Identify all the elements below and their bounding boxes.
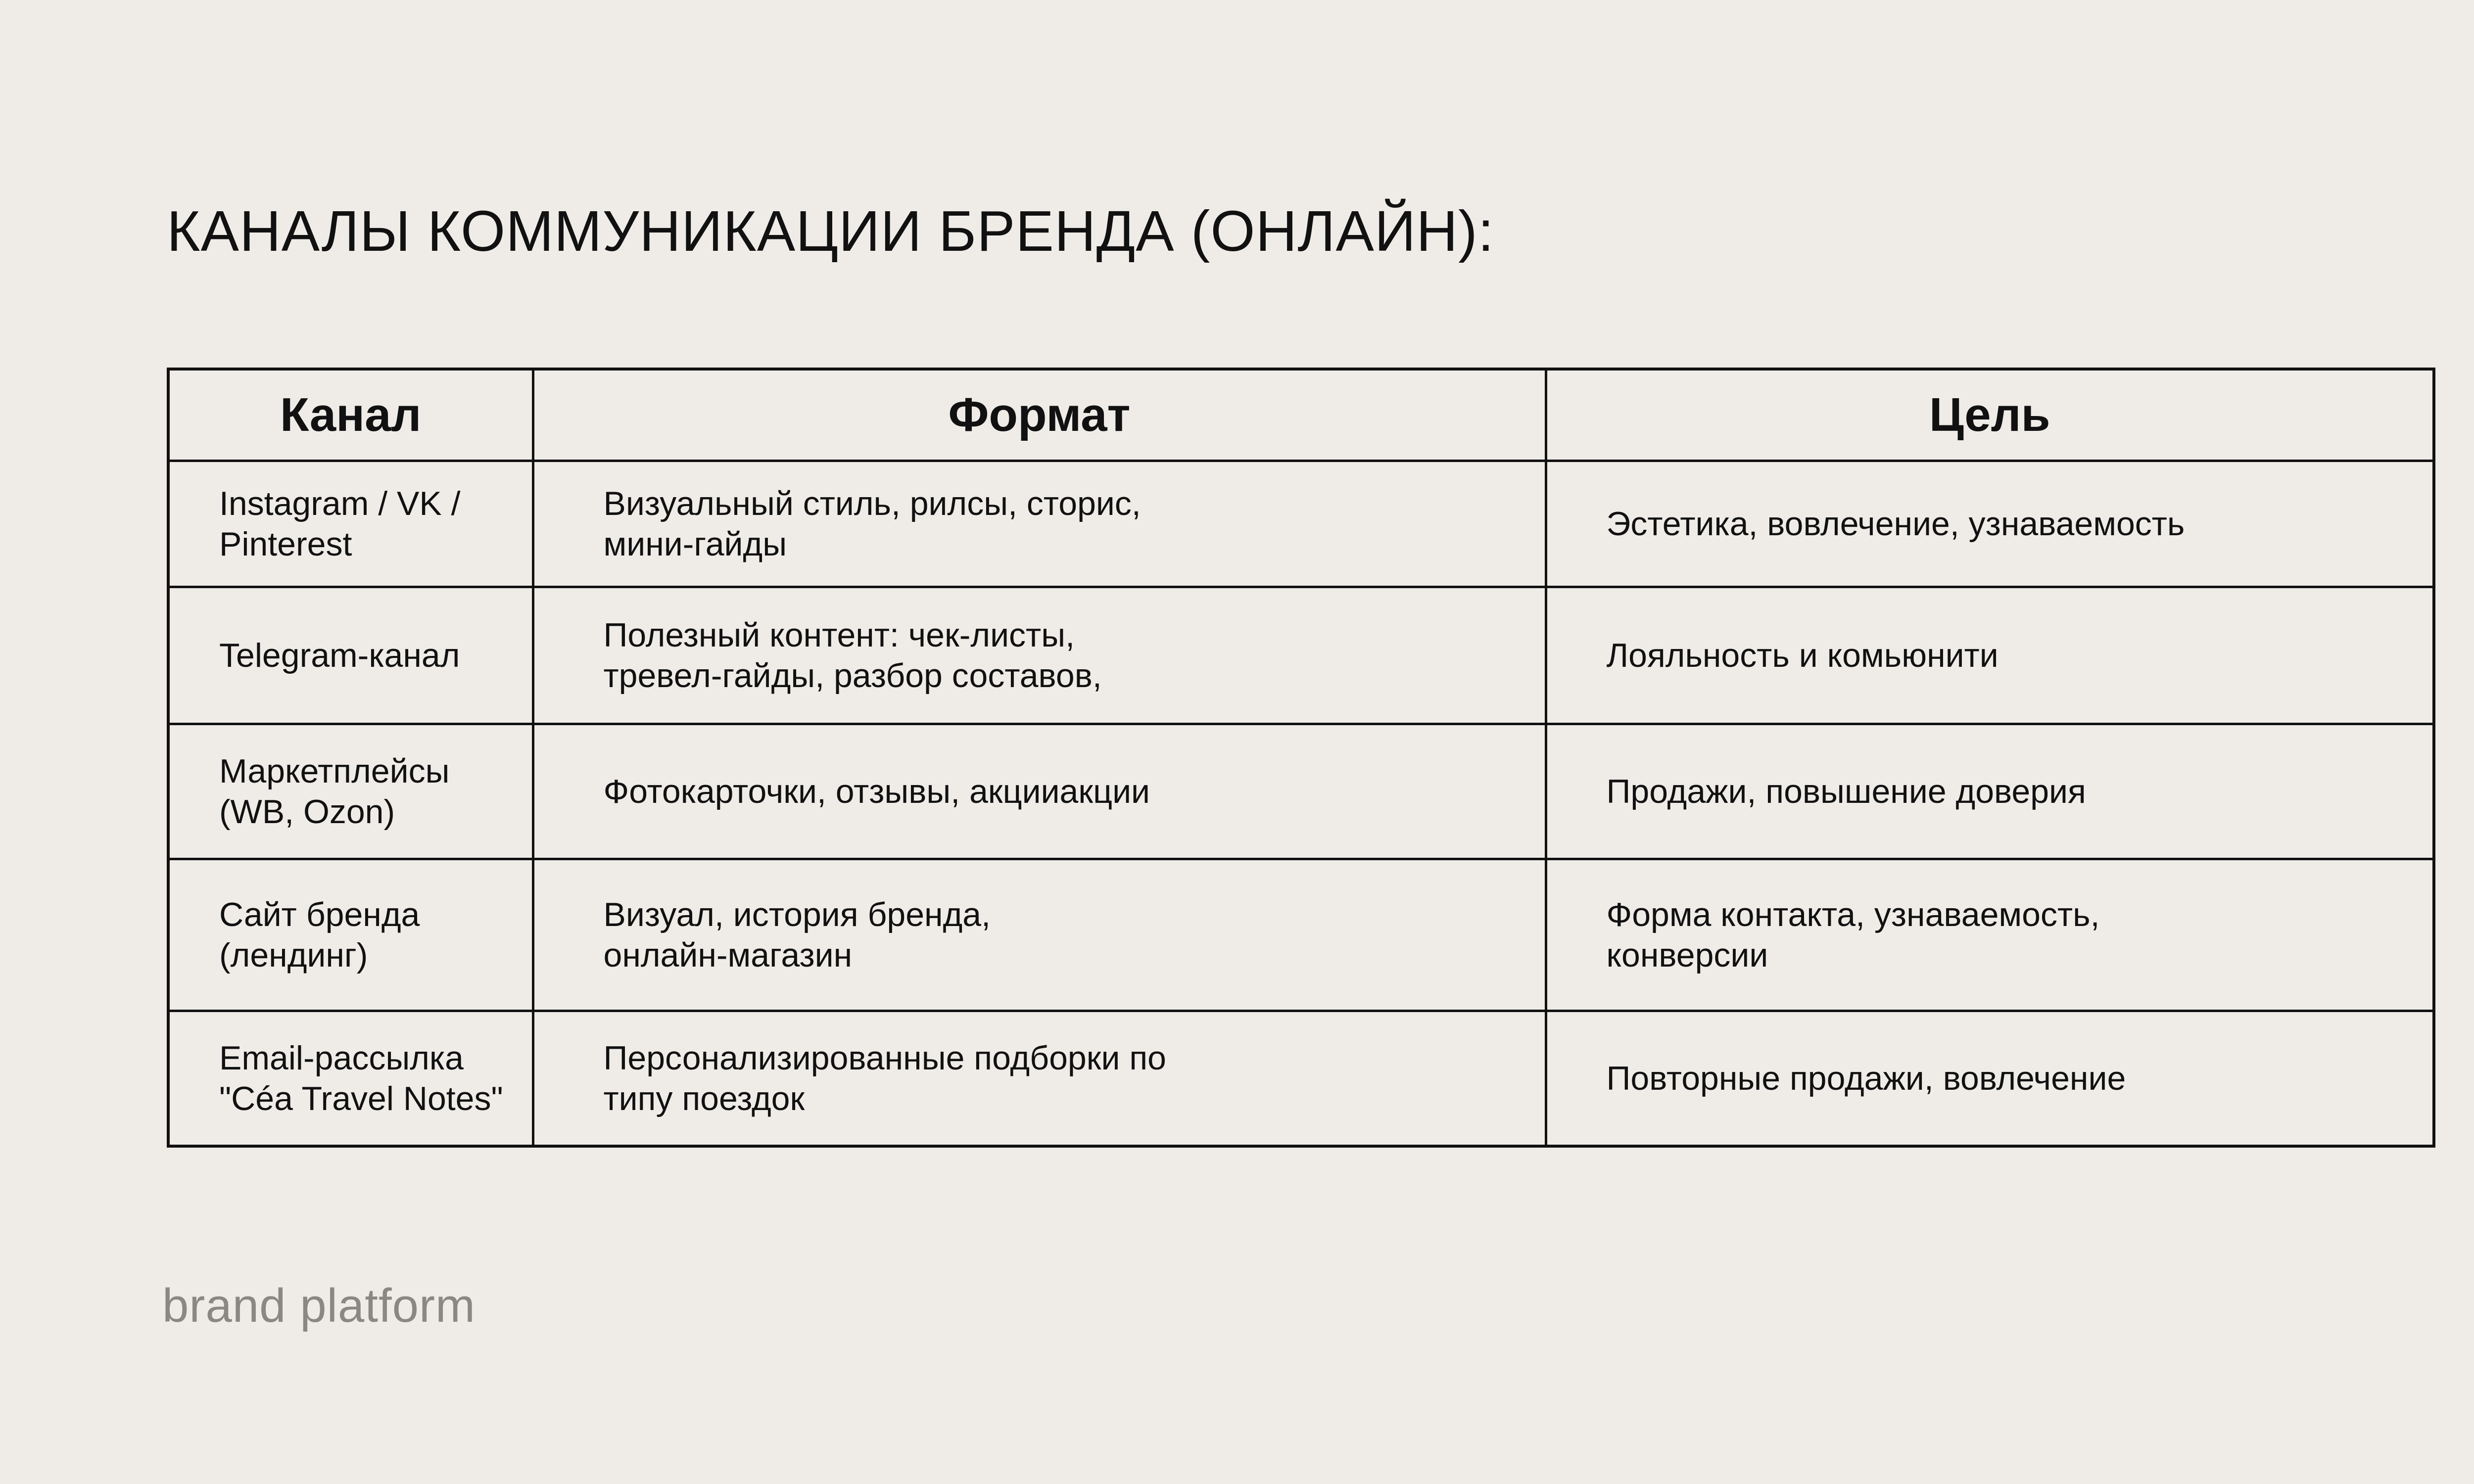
cell-line: Персонализированные подборки по [603, 1039, 1166, 1077]
cell-goal [1546, 1011, 2434, 1147]
footer-brand-text: brand platform [162, 1279, 476, 1332]
cell-line: Повторные продажи, вовлечение [1606, 1060, 2126, 1097]
cell-line: Эстетика, вовлечение, узнаваемость [1606, 505, 2185, 543]
cell-line: "Céa Travel Notes" [219, 1080, 503, 1117]
cell-line: Фотокарточки, отзывы, акцииакции [603, 773, 1150, 810]
cell-line: Полезный контент: чек-листы, [603, 616, 1075, 654]
cell-goal [1546, 587, 2434, 724]
cell-line: онлайн-магазин [603, 936, 853, 974]
cell-format [533, 587, 1546, 724]
cell-goal [1546, 461, 2434, 587]
table-row [168, 587, 2434, 724]
cell-line: Telegram-канал [219, 637, 460, 674]
cell-line: (лендинг) [219, 936, 368, 974]
cell-format [533, 724, 1546, 859]
table-header-row [168, 369, 2434, 461]
cell-line: Маркетплейсы [219, 752, 450, 790]
cell-line: Сайт бренда [219, 896, 420, 933]
cell-line: Лояльность и комьюнити [1606, 637, 1998, 674]
header-goal: Цель [1546, 369, 2434, 461]
cell-line: Email-рассылка [219, 1039, 464, 1077]
header-channel: Канал [168, 369, 533, 461]
channels-table [167, 368, 2435, 1148]
cell-line: Визуал, история бренда, [603, 896, 991, 933]
cell-line: (WB, Ozon) [219, 793, 395, 831]
cell-line: типу поездок [603, 1080, 805, 1117]
table-row [168, 724, 2434, 859]
cell-line: Визуальный стиль, рилсы, сторис, [603, 485, 1141, 522]
cell-line: мини-гайды [603, 525, 787, 563]
cell-line: конверсии [1606, 936, 1768, 974]
header-format: Формат [533, 369, 1546, 461]
cell-format [533, 859, 1546, 1011]
page-title: КАНАЛЫ КОММУНИКАЦИИ БРЕНДА (ОНЛАЙН): [167, 199, 1494, 263]
table-row [168, 1011, 2434, 1147]
cell-channel [168, 1011, 533, 1147]
cell-format [533, 461, 1546, 587]
table-row [168, 461, 2434, 587]
cell-goal [1546, 724, 2434, 859]
cell-line: тревел-гайды, разбор составов, [603, 657, 1102, 695]
table-row [168, 859, 2434, 1011]
cell-channel [168, 461, 533, 587]
cell-channel [168, 587, 533, 724]
cell-line: Продажи, повышение доверия [1606, 773, 2086, 810]
cell-channel [168, 724, 533, 859]
cell-format [533, 1011, 1546, 1147]
cell-channel [168, 859, 533, 1011]
cell-line: Instagram / VK / [219, 485, 461, 522]
cell-goal [1546, 859, 2434, 1011]
cell-line: Форма контакта, узнаваемость, [1606, 896, 2100, 933]
cell-line: Pinterest [219, 525, 352, 563]
